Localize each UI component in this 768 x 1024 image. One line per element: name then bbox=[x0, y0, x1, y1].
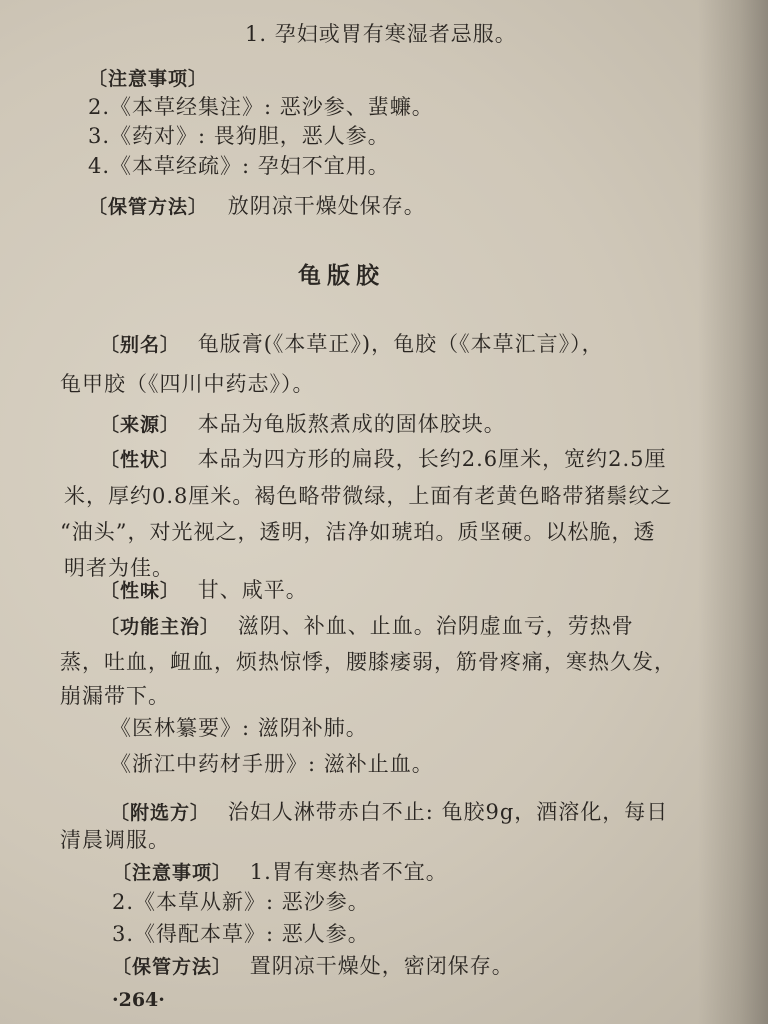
notes-2-item-2: 2.《本草从新》: 恶沙参。 bbox=[112, 890, 370, 914]
source-row bbox=[100, 408, 506, 438]
storage-row-2 bbox=[112, 950, 514, 980]
page-edge-shadow bbox=[698, 0, 768, 1024]
notes-item-3: 3.《药对》: 畏狗胆，恶人参。 bbox=[88, 124, 390, 148]
notes-tag-2: 〔注意事项〕 bbox=[112, 862, 233, 884]
taste-tag: 〔性味〕 bbox=[100, 580, 181, 602]
taste-text: 甘、咸平。 bbox=[197, 578, 308, 602]
source-text: 本品为龟版熬煮成的固体胶块。 bbox=[197, 412, 506, 436]
alias-tag: 〔别名〕 bbox=[100, 334, 181, 356]
notes-row-2 bbox=[112, 856, 448, 886]
alias-text-2: 龟甲胶（《四川中药志》）。 bbox=[60, 372, 315, 396]
property-tag: 〔性状〕 bbox=[100, 449, 181, 471]
quote-2: 《浙江中药材手册》: 滋补止血。 bbox=[110, 752, 434, 776]
function-row bbox=[100, 610, 634, 640]
notes-item-1-line bbox=[245, 18, 517, 48]
storage-text-2: 置阴凉干燥处，密闭保存。 bbox=[249, 954, 514, 978]
quote-1: 《医林纂要》: 滋阴补肺。 bbox=[110, 716, 368, 740]
page-number: ·264· bbox=[112, 989, 165, 1011]
function-text-1: 滋阴、补血、止血。治阴虚血亏，劳热骨 bbox=[237, 614, 634, 638]
alias-text-1: 龟版膏(《本草正》)，龟胶（《本草汇言》）， bbox=[197, 332, 604, 356]
alias-row bbox=[100, 328, 604, 358]
taste-row bbox=[100, 574, 308, 604]
entry-title: 龟版胶 bbox=[298, 263, 385, 289]
storage-tag: 〔保管方法〕 bbox=[88, 196, 209, 218]
property-text-4: 明者为佳。 bbox=[64, 556, 174, 580]
prescription-row bbox=[110, 796, 668, 826]
storage-text: 放阴凉干燥处保存。 bbox=[227, 194, 426, 218]
property-text-2: 米，厚约0.8厘米。褐色略带微绿，上面有老黄色略带猪鬃纹之 bbox=[64, 484, 673, 508]
property-text-3: “油头”，对光视之，透明，洁净如琥珀。质坚硬。以松脆，透 bbox=[60, 520, 656, 544]
function-text-2: 蒸，吐血，衄血，烦热惊悸，腰膝痿弱，筋骨疼痛，寒热久发， bbox=[60, 650, 676, 674]
notes-item-1: 1. 孕妇或胃有寒湿者忌服。 bbox=[245, 22, 517, 46]
notes-item-2: 2.《本草经集注》: 恶沙参、蜚蠊。 bbox=[88, 95, 434, 119]
prescription-tag: 〔附选方〕 bbox=[110, 802, 211, 824]
property-text-1: 本品为四方形的扁段，长约2.6厘米，宽约2.5厘 bbox=[197, 447, 667, 471]
notes-2-item-3: 3.《得配本草》: 恶人参。 bbox=[112, 922, 370, 946]
notes-2-item-1: 1.胃有寒热者不宜。 bbox=[249, 860, 448, 884]
prescription-text-2: 清晨调服。 bbox=[60, 828, 170, 852]
storage-tag-2: 〔保管方法〕 bbox=[112, 956, 233, 978]
notes-row bbox=[88, 64, 208, 91]
source-tag: 〔来源〕 bbox=[100, 414, 181, 436]
prescription-text-1: 治妇人淋带赤白不止: 龟胶9g，酒溶化，每日 bbox=[227, 800, 669, 824]
function-text-3: 崩漏带下。 bbox=[60, 684, 170, 708]
property-row bbox=[100, 443, 667, 473]
notes-item-4: 4.《本草经疏》: 孕妇不宜用。 bbox=[88, 154, 390, 178]
function-tag: 〔功能主治〕 bbox=[100, 616, 221, 638]
notes-tag: 〔注意事项〕 bbox=[88, 68, 209, 90]
storage-row bbox=[88, 190, 426, 220]
